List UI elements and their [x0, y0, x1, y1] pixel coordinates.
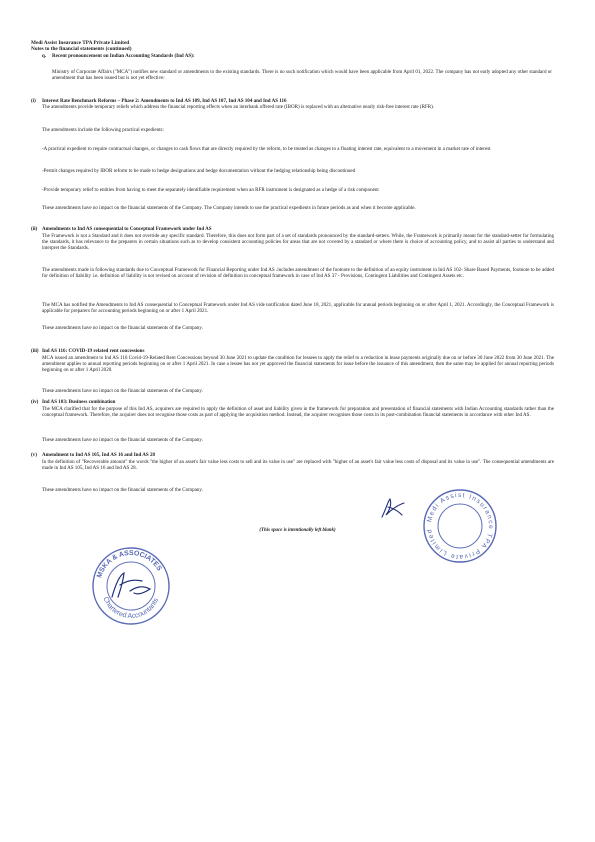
item-ii-para-2: The amendments made in following standards due to Conceptual Framework for Financial Reporting under Ind AS .includes amendment of the footnote to the definition of an equity instrument in Ind AS 102- Share Based Payments, footnote to be added for definition of liability i.e. definition of liability is not revised on account of revision of definition in conceptual framework in case of Ind AS 37 - Provisions, Contingent Liabilities and Contingent Assets etc. — [42, 267, 554, 280]
item-i-para-6: These amendments have no impact on the financial statements of the Company. The Company intends to use the practical expedients in future periods as and when it become applicable. — [42, 205, 416, 211]
item-i-para-1: The amendments provide temporary reliefs which address the financial reporting effects when an interbank offered rate (IBOR) is replaced with an alternative nearly risk-free interest rate (RFR). — [42, 104, 435, 110]
blank-space-note: (This space is intentionally left blank) — [259, 528, 336, 533]
item-i-label: (i) — [31, 98, 36, 104]
item-iii-para-2: These amendments have no impact on the financial statements of the Company. — [42, 388, 203, 394]
company-name: Medi Assist Insurance TPA Private Limited — [31, 40, 130, 46]
item-iii-para-1: MCA issued an amendment to Ind AS 116 Covid-19-Related Rent Concessions beyond 30 June 2021 to update the condition for lessees to apply the relief to a reduction in lease payments originally due on or before 30 June 2022 from 30 June 2021. The amendment applies to annual reporting periods beginning on or after 1 April 2021. In case a lessee has not yet approved the financial statements for issue before the issuance of this amendment, then the same may be applied for annual reporting periods beginning on or after 1 April 2020. — [42, 355, 554, 374]
item-ii-para-1: The Framework is not a Standard and it does not override any specific standard. Therefore, this does not form part of a set of standards pronounced by the standard-setters. While, the Framework is primarily meant for the standard-setter for formulating the standards, it has relevance to the preparers in certain situations such as to develop consistent accounting policies for areas that are not covered by a standard or where there is choice of accounting policy, and to assist all parties to understand and interpret the Standards. — [42, 233, 554, 252]
item-i-para-5: -Provide temporary relief to entities from having to meet the separately identifiable requirement when an RFR instrument is designated as a hedge of a risk component — [42, 187, 379, 193]
item-ii-label: (ii) — [31, 226, 38, 232]
item-ii-title: Amendments to Ind AS consequential to Conceptual Framework under Ind AS — [42, 226, 212, 232]
item-v-para-2: These amendments have no impact on the financial statements of the Company. — [42, 487, 203, 493]
item-iv-para-1: The MCA clarified that for the purpose of this Ind AS, acquirers are required to apply the definition of asset and liability given in the framework for preparation and presentation of financial statements with Indian Accounting standards rather than the conceptual framework. Therefore, the acquirer does not recognise those costs as part of applying the acquisition method. Instead, the acquirer recognises those costs in its post-combination financial statements in accordance with other Ind AS. — [42, 406, 554, 419]
item-iii-title: Ind AS 116: COVID-19 related rent concessions — [42, 348, 145, 354]
item-v-title: Amendment to Ind AS 105, Ind AS 16 and Ind AS 28 — [42, 452, 156, 458]
section-q-intro: Ministry of Corporate Affairs ("MCA") notifies new standard or amendments to the existing standards. There is no such notification which would have been applicable from April 01, 2022. The company has not early adopted any other standard or amendment that has been issued but is not yet effective: — [52, 69, 552, 82]
item-i-para-3: -A practical expedient to require contractual changes, or changes to cash flows that are directly required by the reform, to be treated as changes to a floating interest rate, equivalent to a movement in a market rate of interest — [42, 146, 491, 152]
auditor-seal-bottom-text: Chartered Accountants — [101, 596, 161, 621]
item-i-para-2: The amendments include the following practical expedients: — [42, 127, 164, 133]
section-q-label: q. — [42, 53, 47, 59]
section-q-title: Recent pronouncement on Indian Accounting Standards (Ind AS): — [52, 53, 195, 59]
auditor-seal-top-text: MSKA & ASSOCIATES — [96, 549, 163, 579]
auditor-signature — [112, 573, 150, 597]
auditor-seal-stamp — [90, 545, 172, 627]
item-i-title: Interest Rate Benchmark Reforms – Phase 2: Amendments to Ind AS 109, Ind AS 107, Ind AS 104 and Ind AS 116 — [42, 98, 287, 104]
item-iii-label: (iii) — [31, 348, 39, 354]
item-v-label: (v) — [31, 452, 37, 458]
item-i-para-4: -Permit changes required by IBOR reform to be made to hedge designations and hedge documentation without the hedging relationship being discontinued — [42, 168, 356, 174]
item-iv-para-2: These amendments have no impact on the financial statements of the Company. — [42, 437, 203, 443]
notes-subtitle: Notes to the financial statements (continued) — [31, 46, 132, 52]
company-seal-stamp — [422, 488, 498, 564]
item-iv-label: (iv) — [31, 399, 39, 405]
item-v-para-1: In the definition of "Recoverable amount" the words "the higher of an asset's fair value less costs to sell and its value in use" are replaced with "higher of an asset's fair value less costs of disposal and its value in use". The consequential amendments are made in Ind AS 105, Ind AS 16 and Ind AS 28. — [42, 459, 554, 472]
director-signature — [378, 495, 408, 521]
company-seal-text: Medi Assist Insurance TPA Private Limited — [426, 491, 495, 561]
item-iv-title: Ind AS 103: Business combination — [42, 399, 116, 405]
item-ii-para-3: The MCA has notified the Amendments to Ind AS consequential to Conceptual Framework under Ind AS vide notification dated June 18, 2021, applicable for annual periods beginning on or after April 1, 2021. Accordingly, the Conceptual Framework is applicable for preparers for accounting periods beginning on or after 1 April 2021. — [42, 302, 554, 315]
item-ii-para-4: These amendments have no impact on the financial statements of the Company. — [42, 325, 203, 331]
